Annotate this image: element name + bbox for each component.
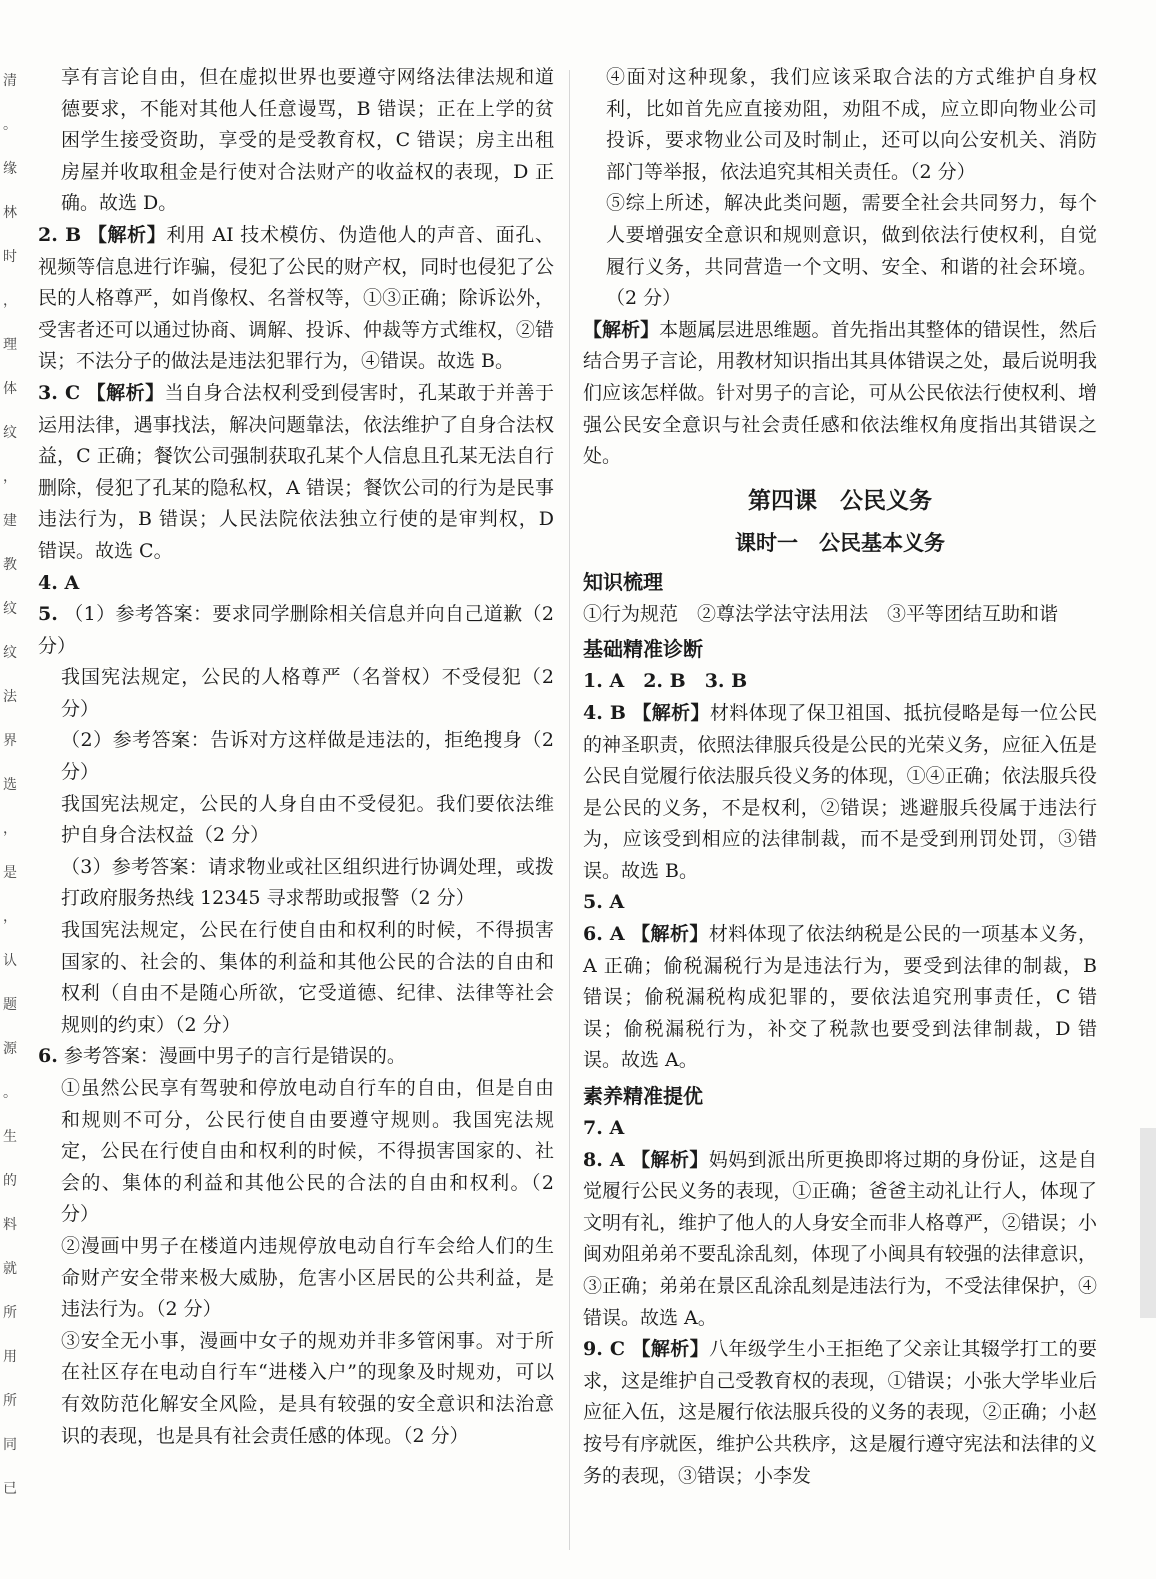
knowledge-answers: ①行为规范 ②尊法学法守法用法 ③平等团结互助和谐 [583,602,1059,625]
margin-fragment: 的 [3,1173,17,1189]
right-column [583,62,1097,1492]
answer-text: 材料体现了依法纳税是公民的一项基本义务，A 正确；偷税漏税行为是违法行为，要受到法律的制裁，B 错误；偷税漏税构成犯罪的，要依法追究刑事责任，C 错误；偷税漏税行为，补交了税款也要受到法律制裁，D 错误。故选 A。 [583,923,1097,1072]
answer-number: 1. A 2. B 3. B [583,670,748,693]
answer-paragraph [38,599,554,662]
margin-fragment: 生 [3,1129,17,1145]
answer-text: ①虽然公民享有驾驶和停放电动自行车的自由，但是自由和规则不可分，公民行使自由要遵守规则。我国宪法规定，公民在行使自由和权利的时候，不得损害国家的、社会的、集体的利益和其他公民的合法的自由和权利。（2 分） [61,1077,554,1226]
lesson-subtitle: 课时一 公民基本义务 [735,529,945,555]
answer-text: 参考答案：漫画中男子的言行是错误的。 [63,1045,406,1068]
right-column-continuation [583,62,1097,473]
answer-paragraph [38,1231,554,1326]
analysis-tag: 【解析】 [583,318,660,341]
answer-number: 2. B [38,223,82,246]
column-divider [569,70,570,1550]
answer-text: 享有言论自由，但在虚拟世界也要遵守网络法律法规和道德要求，不能对其他人任意谩骂，B 错误；正在上学的贫困学生接受资助，享受的是受教育权，C 错误；房主出租房屋并收取租金是行使对合法财产的收益权的表现，D 正确。故选 D。 [61,66,554,215]
margin-fragment: 就 [3,1261,17,1277]
margin-fragment: 。 [3,1085,17,1101]
answer-number: 3. C [38,381,81,404]
advanced-answers [583,1113,1097,1492]
margin-fragment: ， [3,821,17,837]
margin-fragment: 源 [3,1041,17,1057]
analysis-tag: 【解析】 [631,923,709,946]
answer-paragraph [583,698,1097,888]
answer-text: 材料体现了保卫祖国、抵抗侵略是每一位公民的神圣职责，依照法律服兵役是公民的光荣义务，应征入伍是公民自觉履行依法服兵役义务的体现，①④正确；依法服兵役是公民的义务，不是权利，②错误；逃避服兵役属于违法行为，应该受到相应的法律制裁，而不是受到刑罚处罚，③错误。故选 B。 [583,701,1097,882]
margin-fragment: 纹 [3,601,17,617]
margin-fragment: 是 [3,865,17,881]
answer-text: 利用 AI 技术模仿、伪造他人的声音、面孔、视频等信息进行诈骗，侵犯了公民的财产权，同时也侵犯了公民的人格尊严，如肖像权、名誉权等，①③正确；除诉讼外，受害者还可以通过协商、调解、投诉、仲裁等方式维权，②错误；不法分子的做法是违法犯罪行为，④错误。故选 B。 [38,223,554,373]
analysis-tag: 【解析】 [632,701,710,724]
left-column [38,62,554,1452]
margin-fragment: 。 [3,117,17,133]
answer-text: ⑤综上所述，解决此类问题，需要全社会共同努力，每个人要增强安全意识和规则意识，做到依法行使权利，自觉履行义务，共同营造一个文明、安全、和谐的社会环境。（2 分） [606,192,1097,310]
answer-number: 4. A [38,571,80,594]
answer-text: 八年级学生小王拒绝了父亲让其辍学打工的要求，这是维护自己受教育权的表现，①错误；小张大学毕业后应征入伍，这是履行依法服兵役的义务的表现，②正确；小赵按号有序就医，维护公共秩序，这是履行遵守宪法和法律的义务的表现，③错误；小李发 [583,1338,1097,1487]
answer-paragraph [583,666,1097,698]
answer-paragraph [38,852,554,915]
margin-fragment: 所 [3,1305,17,1321]
section-heading-advanced: 素养精准提优 [583,1084,703,1109]
margin-fragment: 理 [3,337,17,353]
answer-paragraph [38,220,554,378]
margin-fragment: ， [3,909,17,925]
answer-text: ②漫画中男子在楼道内违规停放电动自行车会给人们的生命财产安全带来极大威胁，危害小区居民的公共利益，是违法行为。（2 分） [61,1234,554,1321]
answer-text: （2）参考答案：告诉对方这样做是违法的，拒绝搜身（2 分） [61,729,554,784]
margin-fragment: 纹 [3,425,17,441]
margin-fragment: 纹 [3,645,17,661]
answer-number: 7. A [583,1117,625,1140]
margin-fragment: 题 [3,997,17,1013]
answer-number: 5. A [583,891,625,914]
margin-fragment: 选 [3,777,17,793]
margin-fragment: 用 [3,1349,17,1365]
margin-fragment: ， [3,469,17,485]
margin-fragment: 清 [3,73,17,89]
margin-fragment: 所 [3,1393,17,1409]
answer-paragraph [583,315,1097,473]
analysis-tag: 【解析】 [631,1338,710,1361]
answer-text: ④面对这种现象，我们应该采取合法的方式维护自身权利，比如首先应直接劝阻，劝阻不成，应立即向物业公司投诉，要求物业公司及时制止，还可以向公安机关、消防部门等举报，依法追究其相关责任。（2 分） [606,66,1097,183]
margin-fragment: ， [3,293,17,309]
answer-text: （3）参考答案：请求物业或社区组织进行协调处理，或拨打政府服务热线 12345 寻求帮助或报警（2 分） [61,855,554,910]
lesson-title: 第四课 公民义务 [748,486,932,514]
answer-number: 9. C [583,1338,625,1361]
margin-fragment: 体 [3,381,17,397]
section-heading-basic: 基础精准诊断 [583,637,703,662]
answer-number: 8. A [583,1148,625,1171]
answer-paragraph [38,568,554,600]
margin-fragment: 林 [3,205,17,221]
analysis-tag: 【解析】 [86,381,165,404]
margin-fragment: 认 [3,953,17,969]
answer-text: 妈妈到派出所更换即将过期的身份证，这是自觉履行公民义务的表现，①正确；爸爸主动礼让行人，体现了文明有礼，维护了他人的人身安全而非人格尊严，②错误；小闽劝阻弟弟不要乱涂乱刻，体现了小闽具有较强的法律意识，③正确；弟弟在景区乱涂乱刻是违法行为，不受法律保护，④错误。故选 A。 [583,1148,1097,1329]
answer-text: 本题属层进思维题。首先指出其整体的错误性，然后结合男子言论，用教材知识指出其具体错误之处，最后说明我们应该怎样做。针对男子的言论，可从公民依法行使权利、增强公民安全意识与社会责任感和依法维权角度指出其错误之处。 [583,318,1097,468]
answer-paragraph [38,62,554,220]
answer-paragraph [38,662,554,725]
answer-text: ③安全无小事，漫画中女子的规劝并非多管闲事。对于所在社区存在电动自行车“进楼入户”的现象及时规劝，可以有效防范化解安全风险，是具有较强的安全意识和法治意识的表现，也是具有社会责任感的体现。（2 分） [61,1329,554,1447]
answer-paragraph [583,887,1097,919]
answer-paragraph [38,789,554,852]
answer-paragraph [583,919,1097,1077]
analysis-tag: 【解析】 [87,223,167,246]
answer-paragraph [38,1041,554,1073]
answer-text: 我国宪法规定，公民的人格尊严（名誉权）不受侵犯（2 分） [61,666,554,720]
answer-paragraph [38,725,554,788]
answer-text: 我国宪法规定，公民的人身自由不受侵犯。我们要依法维护自身合法权益（2 分） [61,792,554,847]
answer-paragraph [583,1145,1097,1335]
answer-text: 我国宪法规定，公民在行使自由和权利的时候，不得损害国家的、社会的、集体的利益和其他公民的合法的自由和权利（自由不是随心所欲，它受道德、纪律、法律等社会规则的约束）（2 分） [61,919,554,1036]
margin-fragment: 缘 [3,161,17,177]
answer-paragraph [583,1334,1097,1492]
margin-fragment: 已 [3,1481,17,1497]
answer-paragraph [38,1073,554,1231]
answer-number: 4. B [583,701,626,724]
basic-answers [583,666,1097,1077]
margin-fragment: 界 [3,733,17,749]
answer-paragraph [583,1113,1097,1145]
margin-fragment: 时 [3,249,17,265]
answer-paragraph [38,378,554,568]
answer-text: （1）参考答案：要求同学删除相关信息并向自己道歉（2 分） [38,603,554,657]
answer-paragraph [583,62,1097,188]
answer-paragraph [38,915,554,1041]
margin-fragment: 建 [3,513,17,529]
answer-paragraph [38,1326,554,1452]
answer-paragraph [583,188,1097,314]
margin-fragment: 同 [3,1437,17,1453]
answer-number: 6. A [583,923,625,946]
answer-number: 6. [38,1045,58,1068]
left-margin-fragments [0,70,18,1550]
margin-fragment: 法 [3,689,17,705]
margin-fragment: 教 [3,557,17,573]
answer-number: 5. [38,603,58,626]
margin-fragment: 料 [3,1217,17,1233]
section-heading-knowledge: 知识梳理 [583,569,663,594]
answer-text: 当自身合法权利受到侵害时，孔某敢于并善于运用法律，遇事找法，解决问题靠法，依法维护了自身合法权益，C 正确；餐饮公司强制获取孔某个人信息且孔某无法自行删除，侵犯了孔某的隐私权，A 错误；餐饮公司的行为是民事违法行为，B 错误；人民法院依法独立行使的是审判权，D 错误。故选 C。 [38,381,554,562]
analysis-tag: 【解析】 [631,1148,709,1171]
page-edge-tab [1140,1128,1156,1318]
